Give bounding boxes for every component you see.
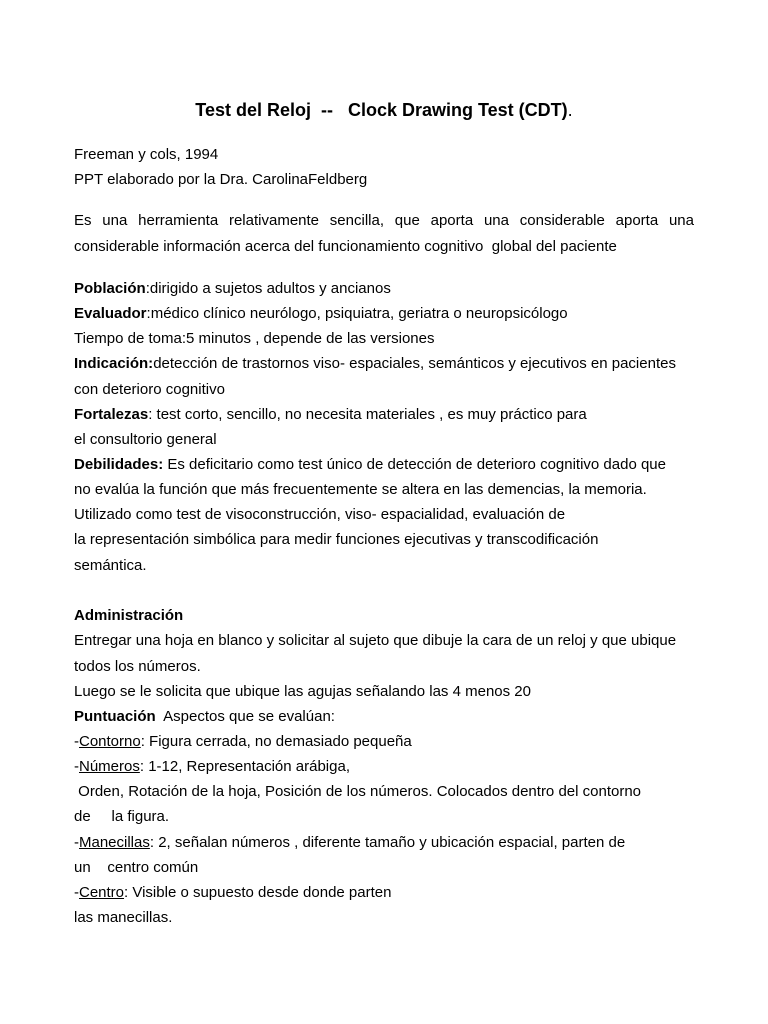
poblacion-text: :dirigido a sujetos adultos y ancianos (145, 280, 391, 297)
manecillas-term: Manecillas (79, 834, 150, 851)
centro-cont: las manecillas. (74, 909, 173, 926)
utilizado-line-3: semántica. (74, 557, 147, 574)
tiempo-line: Tiempo de toma:5 minutos , depende de las versiones (74, 330, 435, 347)
manecillas-cont: un centro común (74, 859, 199, 876)
poblacion-line (74, 280, 391, 298)
title-period: . (567, 100, 573, 120)
fortalezas-label: Fortalezas (74, 406, 149, 423)
manecillas-item (74, 834, 625, 852)
fortalezas-text: : test corto, sencillo, no necesita materiales , es muy práctico para (148, 406, 587, 423)
puntuacion-text: Aspectos que se evalúan: (155, 708, 335, 725)
numeros-text: : 1-12, Representación arábiga, (139, 758, 350, 775)
intro-line-1: Es una herramienta relativamente sencilla, que aporta una considerable aporta una (74, 212, 694, 229)
poblacion-label: Población (74, 280, 146, 297)
puntuacion-line (74, 708, 335, 726)
evaluador-line (74, 305, 568, 323)
numeros-term: Números (79, 758, 140, 775)
item-dash: - (74, 884, 79, 901)
indicacion-label: Indicación: (74, 355, 154, 372)
title-text: Test del Reloj -- Clock Drawing Test (CDT) (195, 100, 568, 120)
item-dash: - (74, 733, 79, 750)
numeros-cont-2: de la figura. (74, 808, 170, 825)
debilidades-label: Debilidades: (74, 456, 164, 473)
debilidades-line (74, 456, 666, 474)
indicacion-text: detección de trastornos viso- espaciales, semánticos y ejecutivos en pacientes (153, 355, 676, 372)
puntuacion-label: Puntuación (74, 708, 156, 725)
utilizado-line-1: Utilizado como test de visoconstrucción, viso- espacialidad, evaluación de (74, 506, 566, 523)
debilidades-text: Es deficitario como test único de detección de deterioro cognitivo dado que (163, 456, 666, 473)
utilizado-line-2: la representación simbólica para medir funciones ejecutivas y transcodificación (74, 531, 599, 548)
contorno-item (74, 733, 412, 751)
debilidades-cont: no evalúa la función que más frecuentemente se altera en las demencias, la memoria. (74, 481, 647, 498)
fortalezas-cont: el consultorio general (74, 431, 217, 448)
centro-text: : Visible o supuesto desde donde parten (124, 884, 392, 901)
intro-line-2: considerable información acerca del funcionamiento cognitivo global del paciente (74, 238, 617, 255)
administracion-heading (74, 607, 183, 625)
administracion-line-3: Luego se le solicita que ubique las agujas señalando las 4 menos 20 (74, 683, 531, 700)
evaluador-text: :médico clínico neurólogo, psiquiatra, geriatra o neuropsicólogo (146, 305, 568, 322)
item-dash: - (74, 834, 79, 851)
indicacion-line (74, 355, 676, 373)
numeros-cont-1: Orden, Rotación de la hoja, Posición de los números. Colocados dentro del contorno (74, 783, 642, 800)
numeros-item (74, 758, 350, 776)
centro-item (74, 884, 391, 902)
manecillas-text: : 2, señalan números , diferente tamaño y ubicación espacial, parten de (149, 834, 626, 851)
fortalezas-line (74, 406, 587, 424)
evaluador-label: Evaluador (74, 305, 147, 322)
citation: Freeman y cols, 1994 (74, 146, 219, 163)
item-dash: - (74, 758, 79, 775)
page-title (0, 99, 768, 121)
contorno-text: : Figura cerrada, no demasiado pequeña (140, 733, 412, 750)
administracion-heading-text: Administración (74, 607, 184, 624)
contorno-term: Contorno (79, 733, 141, 750)
centro-term: Centro (79, 884, 125, 901)
administracion-line-1: Entregar una hoja en blanco y solicitar al sujeto que dibuje la cara de un reloj y que ubique (74, 632, 677, 649)
indicacion-cont: con deterioro cognitivo (74, 381, 225, 398)
author-line: PPT elaborado por la Dra. CarolinaFeldberg (74, 171, 368, 188)
administracion-line-2: todos los números. (74, 658, 201, 675)
